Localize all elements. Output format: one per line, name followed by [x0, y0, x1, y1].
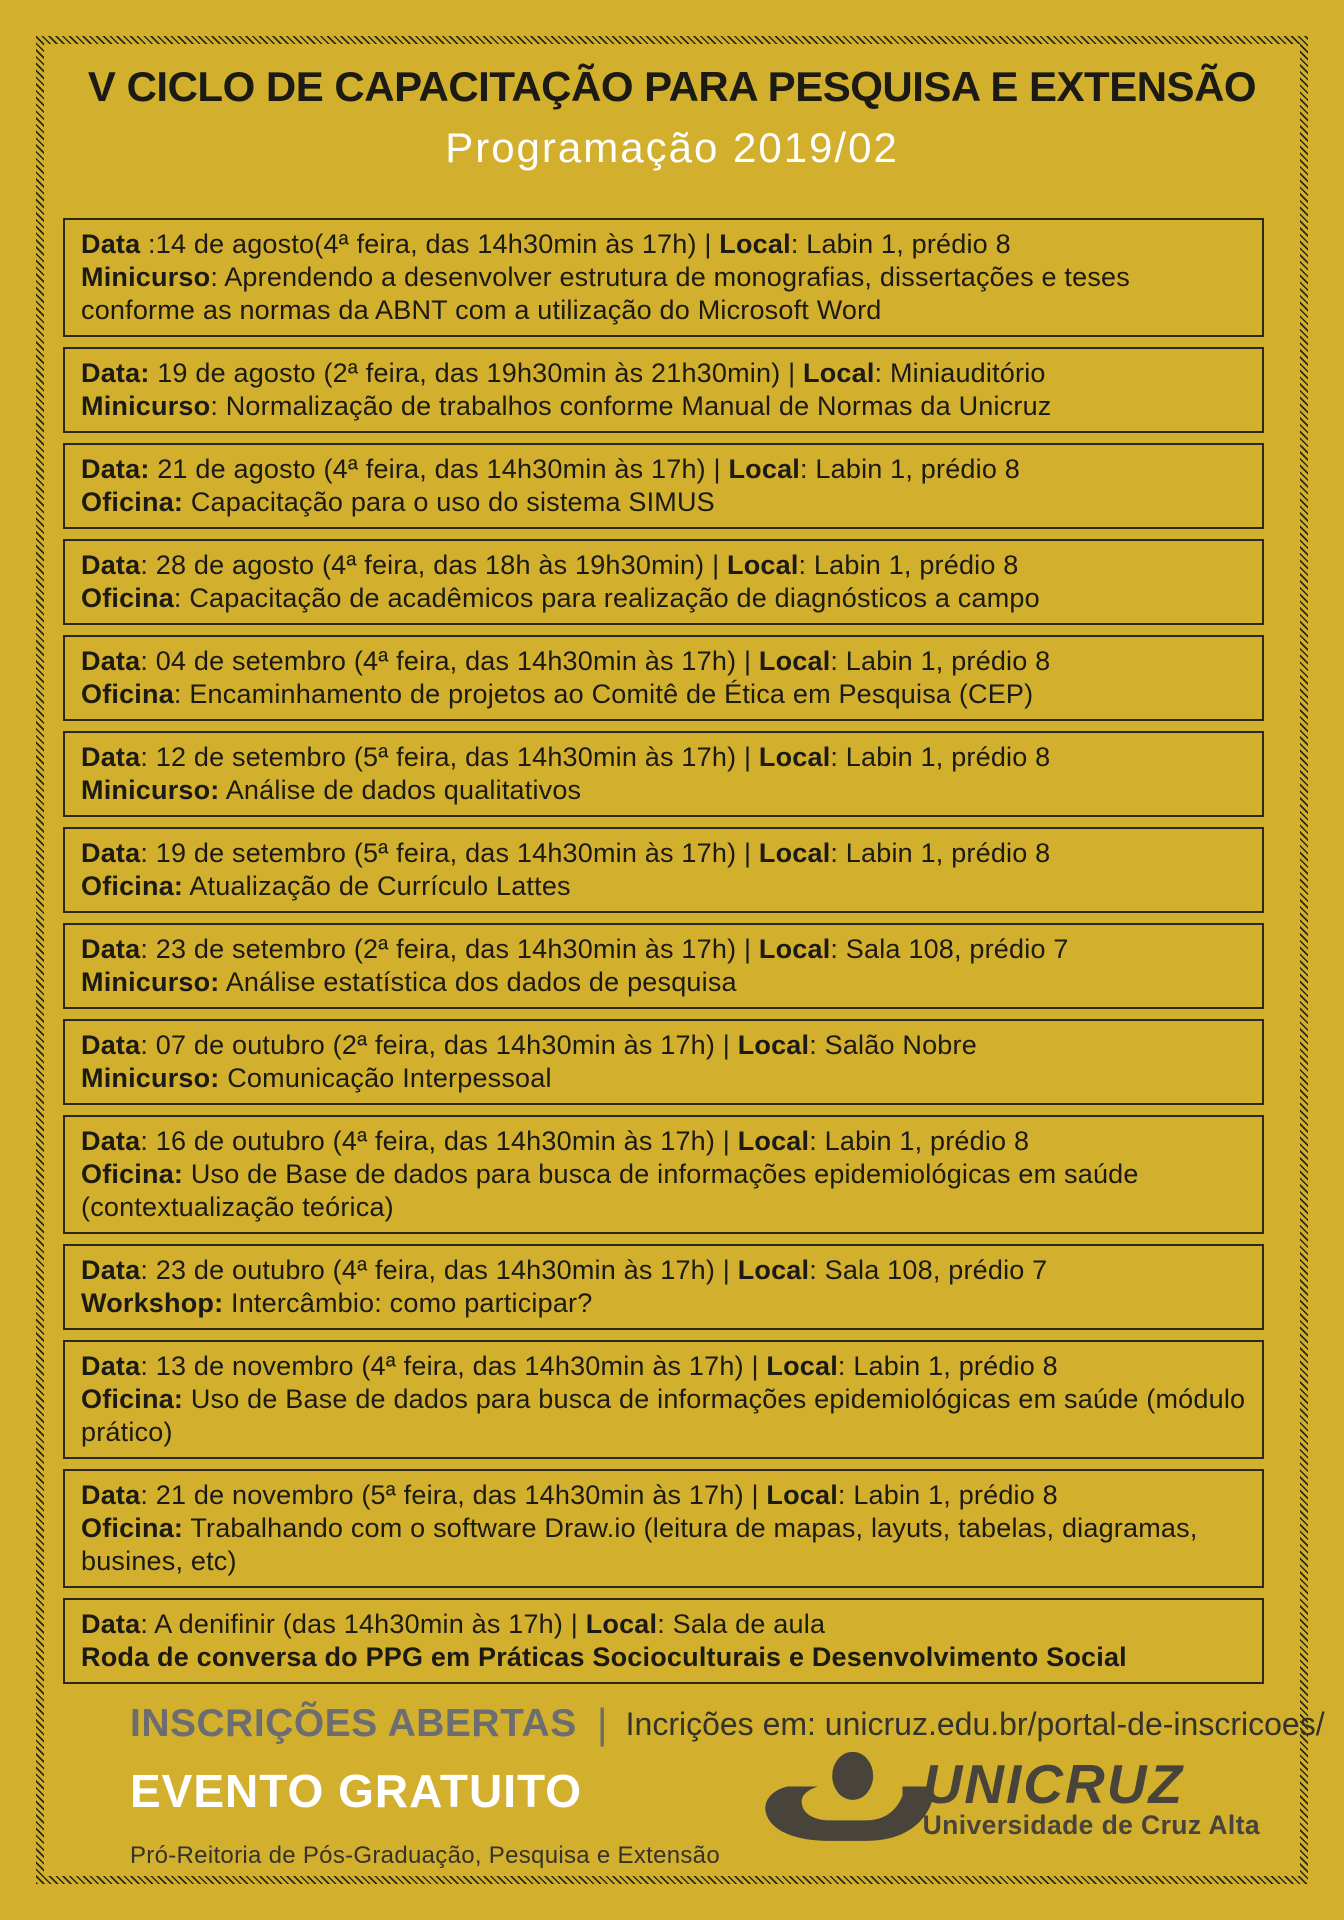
event-label: Workshop: — [81, 1288, 224, 1318]
event-value: :14 de agosto(4ª feira, das 14h30min às 17h) | — [140, 229, 720, 259]
event-label: Data: — [81, 358, 150, 388]
event-label: Roda de conversa do PPG em Práticas Socioculturais e Desenvolvimento Social — [81, 1642, 1127, 1672]
event-box — [63, 1115, 1264, 1234]
event-label: Local — [737, 1255, 810, 1285]
poster-body — [44, 44, 1325, 1876]
page-title: V CICLO DE CAPACITAÇÃO PARA PESQUISA E EXTENSÃO — [87, 63, 1257, 110]
event-value: : Labin 1, prédio 8 — [800, 454, 1020, 484]
event-box — [63, 1019, 1264, 1105]
event-label: Data — [81, 838, 141, 868]
event-label: Data — [81, 742, 141, 772]
event-value: Trabalhando com o software Draw.io (leitura de mapas, layuts, tabelas, diagramas, busines, etc) — [81, 1513, 1198, 1576]
event-label: Local — [758, 646, 831, 676]
event-line — [81, 837, 1246, 870]
event-line — [81, 645, 1246, 678]
event-line — [81, 582, 1246, 615]
event-label: Local — [727, 550, 799, 580]
event-label: Local — [758, 838, 831, 868]
event-label: Local — [803, 358, 875, 388]
event-label: Oficina: — [81, 1513, 184, 1543]
event-label: Oficina — [81, 583, 174, 613]
event-label: Local — [719, 229, 791, 259]
event-label: Minicurso: — [81, 1063, 220, 1093]
event-label: Data — [81, 1126, 141, 1156]
event-box — [63, 1340, 1264, 1459]
event-line — [81, 261, 1246, 327]
event-line — [81, 1512, 1246, 1578]
event-line — [81, 1062, 1246, 1095]
event-label: Data — [81, 1030, 141, 1060]
event-label: Local — [758, 742, 831, 772]
event-value: : 12 de setembro (5ª feira, das 14h30min às 17h) | — [140, 742, 759, 772]
event-value: : Labin 1, prédio 8 — [837, 1480, 1058, 1510]
event-value: : 23 de outubro (4ª feira, das 14h30min às 17h) | — [140, 1255, 738, 1285]
event-line — [81, 870, 1246, 903]
event-value: : Labin 1, prédio 8 — [830, 838, 1051, 868]
event-line — [81, 774, 1246, 807]
event-value: : 19 de setembro (5ª feira, das 14h30min às 17h) | — [140, 838, 759, 868]
event-box — [63, 923, 1264, 1009]
unicruz-logo — [761, 1752, 1260, 1846]
event-line — [81, 1158, 1246, 1224]
event-value: : 28 de agosto (4ª feira, das 18h às 19h30min) | — [140, 550, 727, 580]
organizer-label: Pró-Reitoria de Pós-Graduação, Pesquisa e Extensão — [130, 1842, 720, 1869]
event-value: : Normalização de trabalhos conforme Manual de Normas da Unicruz — [210, 391, 1052, 421]
event-box — [63, 347, 1264, 433]
event-label: Local — [766, 1480, 838, 1510]
event-line — [81, 453, 1246, 486]
event-line — [81, 1383, 1246, 1449]
logo-wordmark: UNICRUZ — [922, 1752, 1185, 1815]
event-label: Local — [728, 454, 801, 484]
event-box — [63, 218, 1264, 337]
event-label: Minicurso — [81, 391, 211, 421]
inscriptions-open-label: INSCRIÇÕES ABERTAS — [130, 1702, 577, 1745]
event-label: Data — [81, 229, 141, 259]
event-label: Minicurso: — [81, 775, 220, 805]
event-label: Oficina: — [81, 871, 184, 901]
event-label: Local — [766, 1351, 838, 1381]
event-value: Análise de dados qualitativos — [219, 775, 582, 805]
event-value: Análise estatística dos dados de pesquisa — [219, 967, 737, 997]
hatched-frame — [36, 36, 1325, 1884]
event-value: : Encaminhamento de projetos ao Comitê de Ética em Pesquisa (CEP) — [173, 679, 1034, 709]
event-value: : 21 de novembro (5ª feira, das 14h30min às 17h) | — [140, 1480, 767, 1510]
event-label: Minicurso — [81, 262, 211, 292]
event-box — [63, 1598, 1264, 1684]
event-label: Local — [585, 1609, 658, 1639]
event-line — [81, 228, 1246, 261]
event-box — [63, 635, 1264, 721]
event-value: Uso de Base de dados para busca de informações epidemiológicas em saúde (contextualização teórica) — [81, 1159, 1139, 1222]
event-label: Local — [737, 1126, 810, 1156]
event-value: 21 de agosto (4ª feira, das 14h30min às 17h) | — [149, 454, 729, 484]
event-value: Uso de Base de dados para busca de informações epidemiológicas em saúde (módulo prático) — [81, 1384, 1246, 1447]
event-line — [81, 1287, 1246, 1320]
event-line — [81, 390, 1246, 423]
event-value: 19 de agosto (2ª feira, das 19h30min às 21h30min) | — [149, 358, 804, 388]
event-line — [81, 1641, 1246, 1674]
event-line — [81, 1608, 1246, 1641]
event-label: Data — [81, 934, 141, 964]
event-value: : 23 de setembro (2ª feira, das 14h30min às 17h) | — [140, 934, 759, 964]
event-box — [63, 1469, 1264, 1588]
event-label: Oficina: — [81, 487, 184, 517]
logo-tagline: Universidade de Cruz Alta — [922, 1809, 1260, 1840]
event-value: : 16 de outubro (4ª feira, das 14h30min às 17h) | — [140, 1126, 738, 1156]
event-box — [63, 1244, 1264, 1330]
event-label: Oficina: — [81, 1159, 184, 1189]
event-value: : Capacitação de acadêmicos para realização de diagnósticos a campo — [173, 583, 1040, 613]
event-label: Data: — [81, 454, 150, 484]
separator-bar: | — [596, 1700, 608, 1747]
event-line — [81, 1479, 1246, 1512]
event-value: : 13 de novembro (4ª feira, das 14h30min às 17h) | — [140, 1351, 767, 1381]
event-value: : Aprendendo a desenvolver estrutura de monografias, dissertações e teses conforme as normas da ABNT com a utilização do Microsoft Word — [81, 262, 1130, 325]
event-label: Data — [81, 1255, 141, 1285]
event-label: Data — [81, 1480, 141, 1510]
free-event-label: EVENTO GRATUITO — [130, 1765, 583, 1817]
event-value: : A denifinir (das 14h30min às 17h) | — [140, 1609, 586, 1639]
event-label: Data — [81, 1609, 141, 1639]
event-value: Atualização de Currículo Lattes — [183, 871, 571, 901]
unicruz-logo-text — [922, 1752, 1260, 1840]
event-value: : Sala 108, prédio 7 — [830, 934, 1069, 964]
event-box — [63, 539, 1264, 625]
event-value: : Salão Nobre — [809, 1030, 977, 1060]
event-label: Oficina: — [81, 1384, 184, 1414]
unicruz-logo-mark-icon — [761, 1752, 939, 1846]
event-value: : Labin 1, prédio 8 — [809, 1126, 1030, 1156]
inscriptions-row — [130, 1700, 1325, 1748]
event-value: : Labin 1, prédio 8 — [830, 646, 1051, 676]
event-label: Local — [758, 934, 831, 964]
event-value: : 07 de outubro (2ª feira, das 14h30min às 17h) | — [140, 1030, 738, 1060]
event-value: : Labin 1, prédio 8 — [830, 742, 1051, 772]
event-value: : Labin 1, prédio 8 — [798, 550, 1019, 580]
event-value: : Sala de aula — [657, 1609, 826, 1639]
event-label: Oficina — [81, 679, 174, 709]
event-value: : 04 de setembro (4ª feira, das 14h30min às 17h) | — [140, 646, 759, 676]
event-label: Data — [81, 550, 141, 580]
event-list — [44, 218, 1300, 1684]
event-value: Comunicação Interpessoal — [219, 1063, 552, 1093]
event-line — [81, 741, 1246, 774]
event-box — [63, 827, 1264, 913]
event-line — [81, 678, 1246, 711]
event-box — [63, 731, 1264, 817]
event-line — [81, 1350, 1246, 1383]
event-line — [81, 549, 1246, 582]
event-value: : Labin 1, prédio 8 — [790, 229, 1011, 259]
event-line — [81, 357, 1246, 390]
event-value: : Sala 108, prédio 7 — [809, 1255, 1048, 1285]
event-line — [81, 933, 1246, 966]
event-line — [81, 1254, 1246, 1287]
event-line — [81, 1029, 1246, 1062]
event-value: Capacitação para o uso do sistema SIMUS — [183, 487, 715, 517]
event-value: Intercâmbio: como participar? — [223, 1288, 593, 1318]
event-label: Local — [737, 1030, 810, 1060]
event-line — [81, 966, 1246, 999]
inscriptions-url-text: Incrições em: unicruz.edu.br/portal-de-inscricoes/ — [625, 1705, 1325, 1742]
event-label: Data — [81, 646, 141, 676]
event-box — [63, 443, 1264, 529]
event-value: : Labin 1, prédio 8 — [837, 1351, 1058, 1381]
event-label: Data — [81, 1351, 141, 1381]
page-subtitle: Programação 2019/02 — [445, 124, 899, 171]
event-line — [81, 486, 1246, 519]
event-value: : Miniauditório — [874, 358, 1046, 388]
event-label: Minicurso: — [81, 967, 220, 997]
event-line — [81, 1125, 1246, 1158]
